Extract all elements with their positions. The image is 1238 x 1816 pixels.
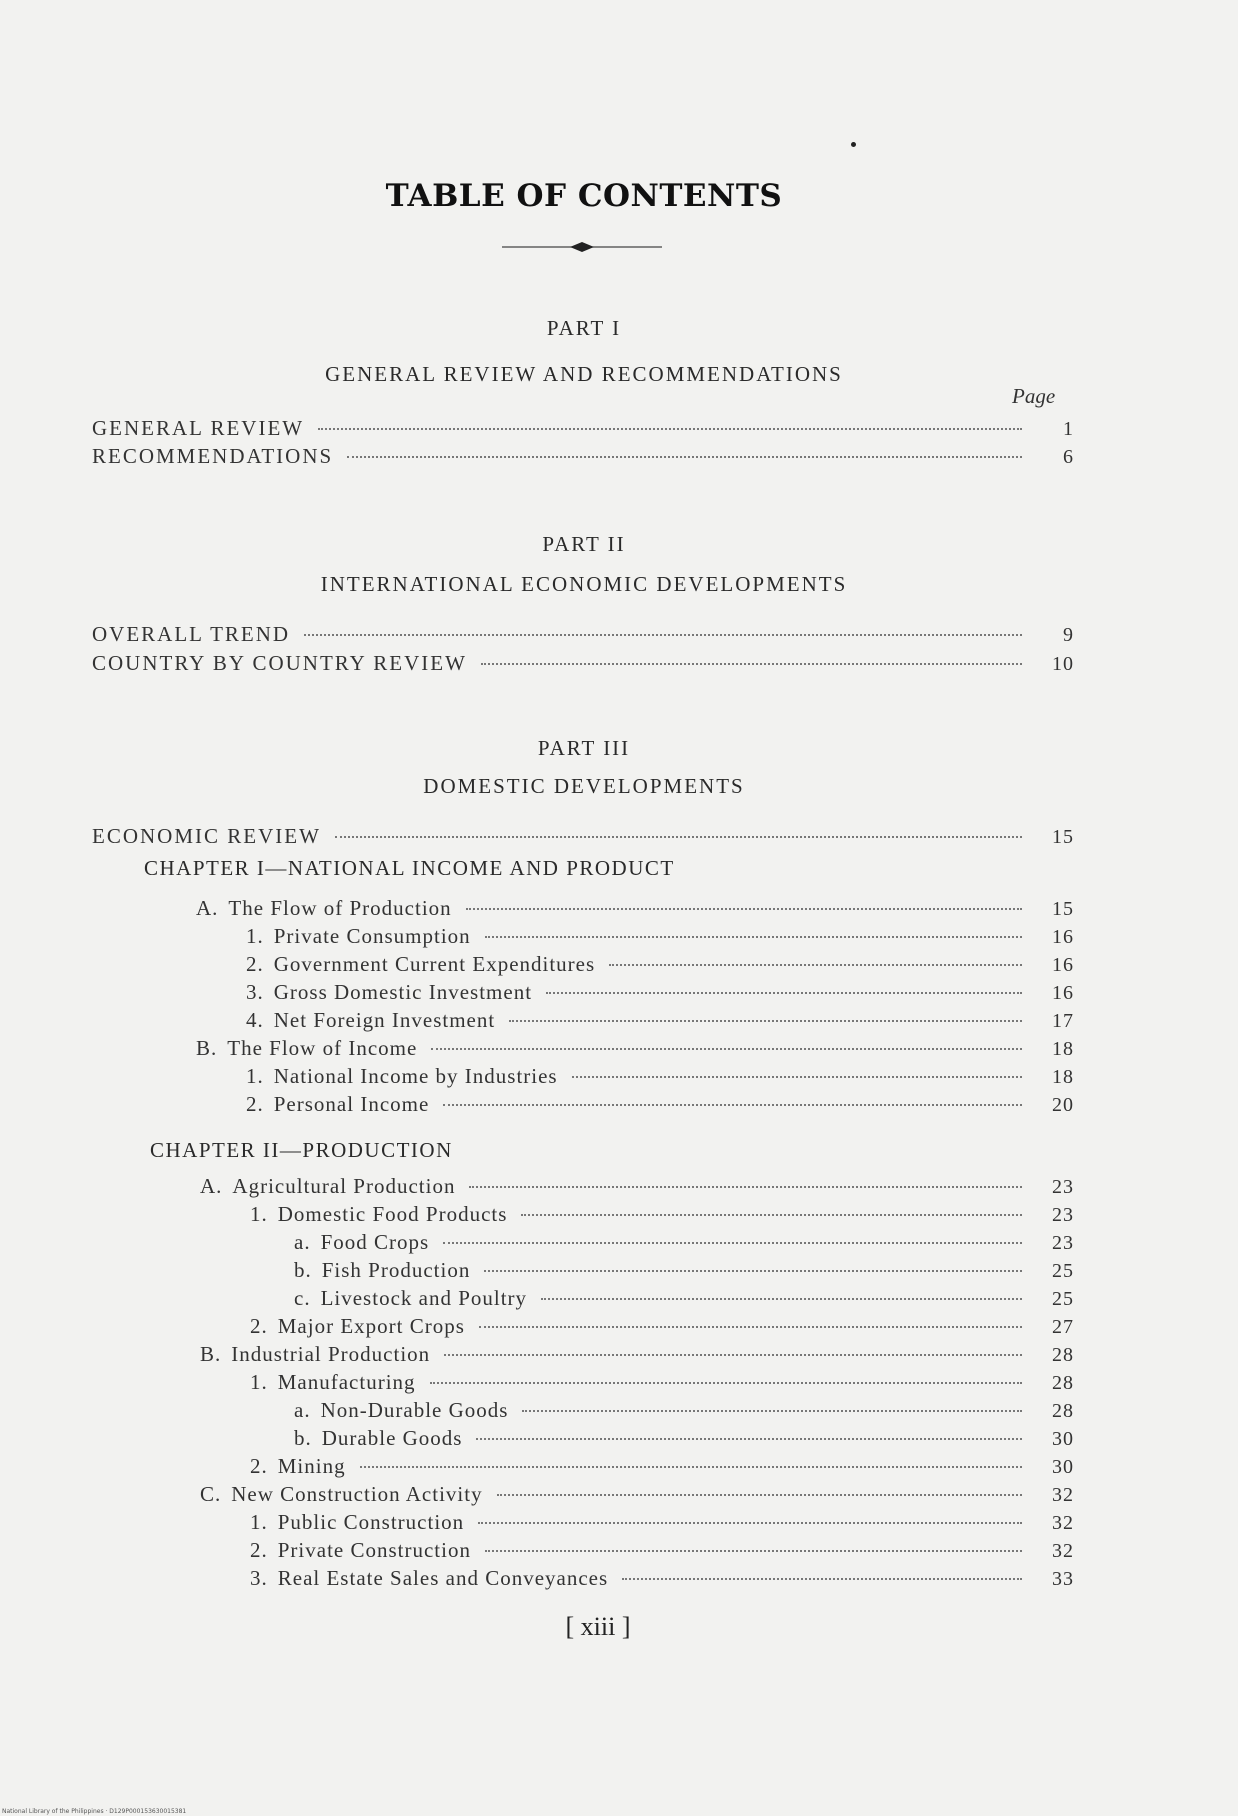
ornament-divider-icon bbox=[502, 240, 662, 254]
dot-leader bbox=[476, 1438, 1022, 1440]
toc-entry-country-by-country-review[interactable]: COUNTRY BY COUNTRY REVIEW 10 bbox=[92, 651, 1074, 675]
chapter-1-title: CHAPTER I—NATIONAL INCOME AND PRODUCT bbox=[144, 856, 675, 880]
dot-leader bbox=[521, 1214, 1022, 1216]
dot-leader bbox=[304, 634, 1022, 636]
toc-entry-economic-review[interactable]: ECONOMIC REVIEW 15 bbox=[92, 824, 1074, 848]
dot-leader bbox=[335, 836, 1022, 838]
dot-leader bbox=[347, 456, 1022, 458]
part-3-heading: PART III bbox=[537, 736, 631, 760]
toc-entry[interactable]: C. New Construction Activity 32 bbox=[200, 1482, 1074, 1506]
toc-entry-general-review[interactable]: GENERAL REVIEW 1 bbox=[92, 416, 1074, 440]
toc-entry[interactable]: 2. Mining 30 bbox=[250, 1454, 1074, 1478]
scan-credit: National Library of the Philippines · D129P000153630015381 bbox=[2, 1808, 187, 1815]
toc-entry-recommendations[interactable]: RECOMMENDATIONS 6 bbox=[92, 444, 1074, 468]
toc-entry[interactable]: 2. Personal Income 20 bbox=[246, 1092, 1074, 1116]
part-3-subheading: DOMESTIC DEVELOPMENTS bbox=[423, 774, 745, 798]
dot-leader bbox=[479, 1326, 1022, 1328]
toc-entry[interactable]: 1. Private Consumption 16 bbox=[246, 924, 1074, 948]
dot-leader bbox=[541, 1298, 1022, 1300]
dot-leader bbox=[466, 908, 1022, 910]
page-title: TABLE OF CONTENTS bbox=[385, 178, 783, 214]
dot-leader bbox=[484, 1270, 1022, 1272]
toc-entry[interactable]: B. The Flow of Income 18 bbox=[196, 1036, 1074, 1060]
toc-entry[interactable]: 2. Private Construction 32 bbox=[250, 1538, 1074, 1562]
ink-speck bbox=[851, 142, 856, 147]
chapter-2-title: CHAPTER II—PRODUCTION bbox=[150, 1138, 453, 1162]
toc-entry[interactable]: A. Agricultural Production 23 bbox=[200, 1174, 1074, 1198]
dot-leader bbox=[546, 992, 1022, 994]
part-2-subheading: INTERNATIONAL ECONOMIC DEVELOPMENTS bbox=[320, 572, 848, 596]
dot-leader bbox=[572, 1076, 1022, 1078]
part-2-heading: PART II bbox=[542, 532, 626, 556]
dot-leader bbox=[522, 1410, 1022, 1412]
dot-leader bbox=[443, 1104, 1022, 1106]
dot-leader bbox=[622, 1578, 1022, 1580]
dot-leader bbox=[469, 1186, 1022, 1188]
dot-leader bbox=[481, 663, 1022, 665]
page-number: [ xiii ] bbox=[565, 1612, 631, 1641]
page-column-label: Page bbox=[1012, 384, 1056, 408]
toc-entry[interactable]: 1. Domestic Food Products 23 bbox=[250, 1202, 1074, 1226]
toc-entry[interactable]: 1. National Income by Industries 18 bbox=[246, 1064, 1074, 1088]
dot-leader bbox=[478, 1522, 1022, 1524]
toc-entry[interactable]: 2. Major Export Crops 27 bbox=[250, 1314, 1074, 1338]
toc-entry[interactable]: b. Durable Goods 30 bbox=[294, 1426, 1074, 1450]
toc-entry[interactable]: B. Industrial Production 28 bbox=[200, 1342, 1074, 1366]
toc-entry[interactable]: A. The Flow of Production 15 bbox=[196, 896, 1074, 920]
dot-leader bbox=[609, 964, 1022, 966]
toc-entry[interactable]: a. Food Crops 23 bbox=[294, 1230, 1074, 1254]
part-1-heading: PART I bbox=[546, 316, 622, 340]
dot-leader bbox=[444, 1354, 1022, 1356]
dot-leader bbox=[430, 1382, 1022, 1384]
toc-entry[interactable]: a. Non-Durable Goods 28 bbox=[294, 1398, 1074, 1422]
toc-entry[interactable]: 1. Manufacturing 28 bbox=[250, 1370, 1074, 1394]
dot-leader bbox=[485, 936, 1022, 938]
dot-leader bbox=[318, 428, 1022, 430]
dot-leader bbox=[431, 1048, 1022, 1050]
toc-entry[interactable]: 1. Public Construction 32 bbox=[250, 1510, 1074, 1534]
toc-entry[interactable]: c. Livestock and Poultry 25 bbox=[294, 1286, 1074, 1310]
dot-leader bbox=[360, 1466, 1022, 1468]
dot-leader bbox=[443, 1242, 1022, 1244]
dot-leader bbox=[497, 1494, 1022, 1496]
toc-entry[interactable]: 3. Gross Domestic Investment 16 bbox=[246, 980, 1074, 1004]
dot-leader bbox=[485, 1550, 1022, 1552]
toc-entry[interactable]: 4. Net Foreign Investment 17 bbox=[246, 1008, 1074, 1032]
toc-entry[interactable]: 3. Real Estate Sales and Conveyances 33 bbox=[250, 1566, 1074, 1590]
toc-entry[interactable]: b. Fish Production 25 bbox=[294, 1258, 1074, 1282]
toc-entry-overall-trend[interactable]: OVERALL TREND 9 bbox=[92, 622, 1074, 646]
toc-entry[interactable]: 2. Government Current Expenditures 16 bbox=[246, 952, 1074, 976]
dot-leader bbox=[509, 1020, 1022, 1022]
part-1-subheading: GENERAL REVIEW AND RECOMMENDATIONS bbox=[325, 362, 843, 386]
